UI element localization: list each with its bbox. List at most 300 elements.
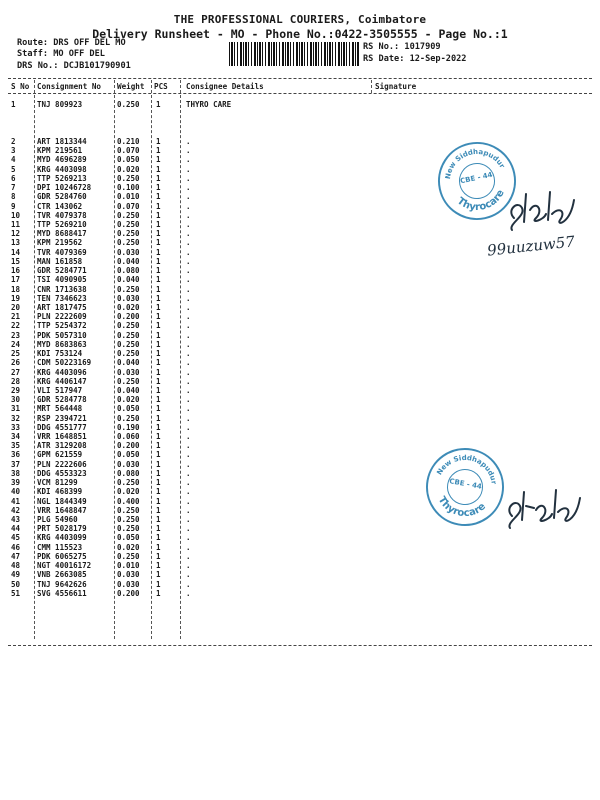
table-row [0, 580, 600, 589]
pcs-cell: 1 [156, 515, 161, 525]
consignment-cell: TNJ 809923 [37, 100, 83, 109]
sno-cell: 22 [11, 321, 21, 331]
pcs-cell: 1 [156, 404, 161, 414]
weight-cell: 0.040 [117, 256, 140, 266]
consignee-details-cell: . [186, 422, 191, 432]
weight-cell: 0.200 [117, 312, 140, 322]
table-row [0, 469, 600, 478]
table-row [0, 303, 600, 312]
pcs-cell: 1 [156, 100, 161, 109]
sno-cell: 24 [11, 339, 21, 349]
consignee-details-cell: . [186, 413, 191, 423]
weight-cell: 0.250 [117, 284, 140, 294]
stamp-bottom-text: Thyrocare [454, 188, 507, 214]
staff-label: Staff: MO OFF DEL [17, 49, 105, 59]
table-row [0, 386, 600, 395]
consignee-details-cell: . [186, 229, 191, 239]
consignment-cell: TTP 5269210 [37, 219, 87, 229]
weight-cell: 0.040 [117, 385, 140, 395]
table-bottom-rule [8, 645, 592, 646]
consignment-cell: ART 1817475 [37, 302, 87, 312]
weight-cell: 0.250 [117, 210, 140, 220]
weight-cell: 0.250 [117, 413, 140, 423]
consignee-details-cell: . [186, 146, 191, 156]
sno-cell: 23 [11, 330, 21, 340]
consignee-details-cell: . [186, 385, 191, 395]
weight-cell: 0.050 [117, 450, 140, 460]
table-row [0, 570, 600, 579]
consignment-cell: MAN 161858 [37, 256, 83, 266]
weight-cell: 0.250 [117, 515, 140, 525]
sno-cell: 18 [11, 284, 21, 294]
weight-cell: 0.250 [117, 505, 140, 515]
sno-cell: 44 [11, 524, 21, 534]
table-row [0, 404, 600, 413]
sno-cell: 2 [11, 137, 16, 146]
consignee-details-cell: . [186, 579, 191, 589]
table-row [0, 137, 600, 146]
consignee-details-cell: . [186, 137, 191, 146]
consignee-details-cell: . [186, 155, 191, 165]
weight-cell: 0.250 [117, 524, 140, 534]
weight-cell: 0.210 [117, 137, 140, 146]
consignee-details-cell: . [186, 496, 191, 506]
table-row [0, 285, 600, 294]
pcs-cell: 1 [156, 588, 161, 598]
weight-cell: 0.020 [117, 542, 140, 552]
sno-cell: 39 [11, 478, 21, 488]
table-row [0, 377, 600, 386]
sno-cell: 37 [11, 459, 21, 469]
consignment-cell: MRT 564448 [37, 404, 83, 414]
consignee-details-cell: . [186, 321, 191, 331]
consignment-cell: CTR 143062 [37, 201, 83, 211]
consignee-details-cell: . [186, 404, 191, 414]
column-divider [371, 80, 372, 93]
sno-cell: 47 [11, 551, 21, 561]
table-row [0, 100, 600, 109]
weight-cell: 0.200 [117, 441, 140, 451]
pcs-cell: 1 [156, 312, 161, 322]
weight-cell: 0.190 [117, 422, 140, 432]
sno-cell: 49 [11, 570, 21, 580]
sno-cell: 33 [11, 422, 21, 432]
pcs-cell: 1 [156, 376, 161, 386]
table-row [0, 552, 600, 561]
col-header-consignment: Consignment No [37, 82, 102, 91]
weight-cell: 0.400 [117, 496, 140, 506]
weight-cell: 0.070 [117, 201, 140, 211]
sno-cell: 29 [11, 385, 21, 395]
consignment-cell: PDK 5057310 [37, 330, 87, 340]
weight-cell: 0.250 [117, 349, 140, 359]
consignee-details-cell: THYRO CARE [186, 100, 232, 109]
consignee-details-cell: . [186, 256, 191, 266]
col-header-signature: Signature [375, 82, 417, 91]
stamp-center-text: CBE - 44 [459, 170, 494, 186]
consignee-details-cell: . [186, 312, 191, 322]
pcs-cell: 1 [156, 570, 161, 580]
consignment-cell: TNJ 9642626 [37, 579, 87, 589]
pcs-cell: 1 [156, 256, 161, 266]
sno-cell: 48 [11, 561, 21, 571]
sno-cell: 16 [11, 266, 21, 276]
consignment-cell: CMM 115523 [37, 542, 83, 552]
pcs-cell: 1 [156, 339, 161, 349]
sno-cell: 28 [11, 376, 21, 386]
table-row [0, 561, 600, 570]
weight-cell: 0.250 [117, 330, 140, 340]
weight-cell: 0.020 [117, 302, 140, 312]
table-row [0, 589, 600, 598]
pcs-cell: 1 [156, 459, 161, 469]
consignee-details-cell: . [186, 367, 191, 377]
weight-cell: 0.040 [117, 358, 140, 368]
rs-number: RS No.: 1017909 [363, 42, 441, 52]
consignment-cell: TVR 4079369 [37, 247, 87, 257]
consignee-details-cell: . [186, 247, 191, 257]
consignment-cell: GDR 5284778 [37, 395, 87, 405]
consignee-details-cell: . [186, 164, 191, 174]
sno-cell: 25 [11, 349, 21, 359]
weight-cell: 0.020 [117, 395, 140, 405]
sno-cell: 5 [11, 164, 16, 174]
consignment-cell: SVG 4556611 [37, 588, 87, 598]
pcs-cell: 1 [156, 146, 161, 156]
consignee-details-cell: . [186, 561, 191, 571]
consignment-cell: KDI 468399 [37, 487, 83, 497]
consignment-cell: MYD 8683863 [37, 339, 87, 349]
consignee-details-cell: . [186, 524, 191, 534]
weight-cell: 0.100 [117, 183, 140, 193]
weight-cell: 0.010 [117, 561, 140, 571]
table-row [0, 275, 600, 284]
table-row [0, 331, 600, 340]
consignee-details-cell: . [186, 395, 191, 405]
table-row [0, 321, 600, 330]
consignee-details-cell: . [186, 210, 191, 220]
consignment-cell: MYD 8688417 [37, 229, 87, 239]
consignee-details-cell: . [186, 173, 191, 183]
pcs-cell: 1 [156, 293, 161, 303]
runsheet-subtitle: Delivery Runsheet - MO - Phone No.:0422-3505555 - Page No.:1 [92, 27, 508, 41]
sno-cell: 6 [11, 173, 16, 183]
weight-cell: 0.080 [117, 266, 140, 276]
pcs-cell: 1 [156, 219, 161, 229]
pcs-cell: 1 [156, 367, 161, 377]
pcs-cell: 1 [156, 505, 161, 515]
consignment-cell: GDR 5284760 [37, 192, 87, 202]
weight-cell: 0.250 [117, 100, 140, 109]
consignee-details-cell: . [186, 487, 191, 497]
consignee-details-cell: . [186, 542, 191, 552]
sno-cell: 31 [11, 404, 21, 414]
table-row [0, 460, 600, 469]
consignment-cell: TTP 5254372 [37, 321, 87, 331]
consignee-details-cell: . [186, 478, 191, 488]
pcs-cell: 1 [156, 238, 161, 248]
table-row [0, 312, 600, 321]
table-row [0, 266, 600, 275]
header-bottom-rule [8, 93, 592, 94]
sno-cell: 30 [11, 395, 21, 405]
weight-cell: 0.250 [117, 551, 140, 561]
consignee-details-cell: . [186, 376, 191, 386]
consignment-cell: PLN 2222606 [37, 459, 87, 469]
consignment-cell: VRR 1648851 [37, 432, 87, 442]
sno-cell: 1 [11, 100, 16, 109]
consignee-details-cell: . [186, 284, 191, 294]
weight-cell: 0.050 [117, 404, 140, 414]
consignment-cell: PLN 2222609 [37, 312, 87, 322]
weight-cell: 0.010 [117, 192, 140, 202]
header-top-rule [8, 78, 592, 79]
sno-cell: 20 [11, 302, 21, 312]
weight-cell: 0.080 [117, 468, 140, 478]
weight-cell: 0.030 [117, 570, 140, 580]
sno-cell: 19 [11, 293, 21, 303]
sno-cell: 17 [11, 275, 21, 285]
consignee-details-cell: . [186, 459, 191, 469]
company-title: THE PROFESSIONAL COURIERS, Coimbatore [173, 13, 427, 26]
pcs-cell: 1 [156, 210, 161, 220]
consignee-details-cell: . [186, 505, 191, 515]
handwritten-note: 99uuzuw57 [486, 232, 576, 260]
consignment-cell: KPM 219561 [37, 146, 83, 156]
sno-cell: 32 [11, 413, 21, 423]
consignment-cell: ART 1813344 [37, 137, 87, 146]
consignment-cell: CNR 1713638 [37, 284, 87, 294]
sno-cell: 8 [11, 192, 16, 202]
pcs-cell: 1 [156, 321, 161, 331]
sno-cell: 26 [11, 358, 21, 368]
consignment-cell: KRG 4406147 [37, 376, 87, 386]
sno-cell: 38 [11, 468, 21, 478]
weight-cell: 0.070 [117, 146, 140, 156]
sno-cell: 21 [11, 312, 21, 322]
consignment-cell: VLI 517947 [37, 385, 83, 395]
pcs-cell: 1 [156, 183, 161, 193]
pcs-cell: 1 [156, 579, 161, 589]
consignment-cell: KDI 753124 [37, 349, 83, 359]
sno-cell: 41 [11, 496, 21, 506]
consignee-details-cell: . [186, 468, 191, 478]
handwritten-signature [498, 482, 588, 552]
consignee-details-cell: . [186, 339, 191, 349]
table-row [0, 358, 600, 367]
table-row [0, 368, 600, 377]
sno-cell: 36 [11, 450, 21, 460]
pcs-cell: 1 [156, 247, 161, 257]
consignee-details-cell: . [186, 192, 191, 202]
weight-cell: 0.050 [117, 533, 140, 543]
sno-cell: 45 [11, 533, 21, 543]
pcs-cell: 1 [156, 441, 161, 451]
table-row [0, 423, 600, 432]
sno-cell: 3 [11, 146, 16, 156]
pcs-cell: 1 [156, 496, 161, 506]
consignment-cell: GDR 5284771 [37, 266, 87, 276]
consignment-cell: TEN 7346623 [37, 293, 87, 303]
consignment-cell: TSI 4090905 [37, 275, 87, 285]
pcs-cell: 1 [156, 395, 161, 405]
pcs-cell: 1 [156, 229, 161, 239]
sno-cell: 34 [11, 432, 21, 442]
col-header-details: Consignee Details [186, 82, 264, 91]
pcs-cell: 1 [156, 284, 161, 294]
pcs-cell: 1 [156, 450, 161, 460]
pcs-cell: 1 [156, 487, 161, 497]
consignee-details-cell: . [186, 570, 191, 580]
col-header-weight: Weight [117, 82, 145, 91]
pcs-cell: 1 [156, 468, 161, 478]
barcode [229, 42, 359, 66]
stamp-top-text: New Siddhapudur [443, 147, 507, 180]
pcs-cell: 1 [156, 137, 161, 146]
weight-cell: 0.250 [117, 376, 140, 386]
weight-cell: 0.250 [117, 339, 140, 349]
weight-cell: 0.030 [117, 293, 140, 303]
consignment-cell: TTP 5269213 [37, 173, 87, 183]
sno-cell: 12 [11, 229, 21, 239]
weight-cell: 0.250 [117, 478, 140, 488]
weight-cell: 0.200 [117, 588, 140, 598]
consignee-details-cell: . [186, 238, 191, 248]
rs-date: RS Date: 12-Sep-2022 [363, 54, 467, 64]
sno-cell: 43 [11, 515, 21, 525]
consignee-details-cell: . [186, 450, 191, 460]
weight-cell: 0.250 [117, 238, 140, 248]
sno-cell: 42 [11, 505, 21, 515]
weight-cell: 0.020 [117, 487, 140, 497]
pcs-cell: 1 [156, 173, 161, 183]
consignment-cell: VRR 1648847 [37, 505, 87, 515]
col-header-pcs: PCS [154, 82, 168, 91]
weight-cell: 0.250 [117, 219, 140, 229]
pcs-cell: 1 [156, 478, 161, 488]
pcs-cell: 1 [156, 192, 161, 202]
consignee-details-cell: . [186, 515, 191, 525]
consignee-details-cell: . [186, 533, 191, 543]
sno-cell: 13 [11, 238, 21, 248]
pcs-cell: 1 [156, 302, 161, 312]
sno-cell: 15 [11, 256, 21, 266]
table-row [0, 349, 600, 358]
consignee-details-cell: . [186, 551, 191, 561]
pcs-cell: 1 [156, 551, 161, 561]
consignment-cell: CDM 50223169 [37, 358, 92, 368]
sno-cell: 9 [11, 201, 16, 211]
consignment-cell: NGT 40016172 [37, 561, 92, 571]
weight-cell: 0.250 [117, 173, 140, 183]
pcs-cell: 1 [156, 164, 161, 174]
pcs-cell: 1 [156, 201, 161, 211]
consignment-cell: PDK 6065275 [37, 551, 87, 561]
stamp-top-text: New Siddhapudur [435, 453, 498, 485]
thyrocare-stamp [420, 442, 510, 532]
consignee-details-cell: . [186, 201, 191, 211]
weight-cell: 0.050 [117, 155, 140, 165]
consignment-cell: PRT 5028179 [37, 524, 87, 534]
consignee-details-cell: . [186, 330, 191, 340]
stamp-center-text: CBE - 44 [448, 477, 483, 491]
consignee-details-cell: . [186, 275, 191, 285]
pcs-cell: 1 [156, 561, 161, 571]
consignee-details-cell: . [186, 432, 191, 442]
pcs-cell: 1 [156, 524, 161, 534]
sno-cell: 10 [11, 210, 21, 220]
consignment-cell: KPM 219562 [37, 238, 83, 248]
sno-cell: 7 [11, 183, 16, 193]
weight-cell: 0.020 [117, 164, 140, 174]
pcs-cell: 1 [156, 330, 161, 340]
weight-cell: 0.030 [117, 247, 140, 257]
drs-number: DRS No.: DCJB101790901 [17, 61, 131, 71]
consignee-details-cell: . [186, 358, 191, 368]
weight-cell: 0.060 [117, 432, 140, 442]
consignment-cell: TVR 4079378 [37, 210, 87, 220]
consignment-cell: PLG 54960 [37, 515, 78, 525]
stamp-bottom-text: Thyrocare [435, 494, 488, 520]
weight-cell: 0.250 [117, 321, 140, 331]
sno-cell: 50 [11, 579, 21, 589]
table-row [0, 414, 600, 423]
consignment-cell: GPM 621559 [37, 450, 83, 460]
pcs-cell: 1 [156, 155, 161, 165]
consignee-details-cell: . [186, 302, 191, 312]
pcs-cell: 1 [156, 542, 161, 552]
table-row [0, 340, 600, 349]
sno-cell: 27 [11, 367, 21, 377]
pcs-cell: 1 [156, 349, 161, 359]
consignee-details-cell: . [186, 266, 191, 276]
consignment-cell: KRG 4403098 [37, 164, 87, 174]
weight-cell: 0.030 [117, 367, 140, 377]
pcs-cell: 1 [156, 266, 161, 276]
pcs-cell: 1 [156, 358, 161, 368]
sno-cell: 46 [11, 542, 21, 552]
consignment-cell: RSP 2394721 [37, 413, 87, 423]
pcs-cell: 1 [156, 533, 161, 543]
route-label: Route: DRS OFF DEL MO [17, 38, 126, 48]
pcs-cell: 1 [156, 422, 161, 432]
consignment-cell: VCM 81299 [37, 478, 78, 488]
consignee-details-cell: . [186, 219, 191, 229]
sno-cell: 51 [11, 588, 21, 598]
sno-cell: 14 [11, 247, 21, 257]
col-header-sno: S No [11, 82, 30, 91]
table-row [0, 441, 600, 450]
sno-cell: 40 [11, 487, 21, 497]
weight-cell: 0.040 [117, 275, 140, 285]
consignment-cell: DDG 4553323 [37, 468, 87, 478]
consignment-cell: ATR 3129208 [37, 441, 87, 451]
consignment-cell: KRG 4403099 [37, 533, 87, 543]
pcs-cell: 1 [156, 385, 161, 395]
table-row [0, 395, 600, 404]
consignment-cell: NGL 1844349 [37, 496, 87, 506]
weight-cell: 0.250 [117, 229, 140, 239]
weight-cell: 0.030 [117, 579, 140, 589]
sno-cell: 11 [11, 219, 21, 229]
weight-cell: 0.030 [117, 459, 140, 469]
consignee-details-cell: . [186, 441, 191, 451]
pcs-cell: 1 [156, 275, 161, 285]
consignment-cell: MYD 4696289 [37, 155, 87, 165]
consignee-details-cell: . [186, 349, 191, 359]
sno-cell: 4 [11, 155, 16, 165]
consignee-details-cell: . [186, 293, 191, 303]
